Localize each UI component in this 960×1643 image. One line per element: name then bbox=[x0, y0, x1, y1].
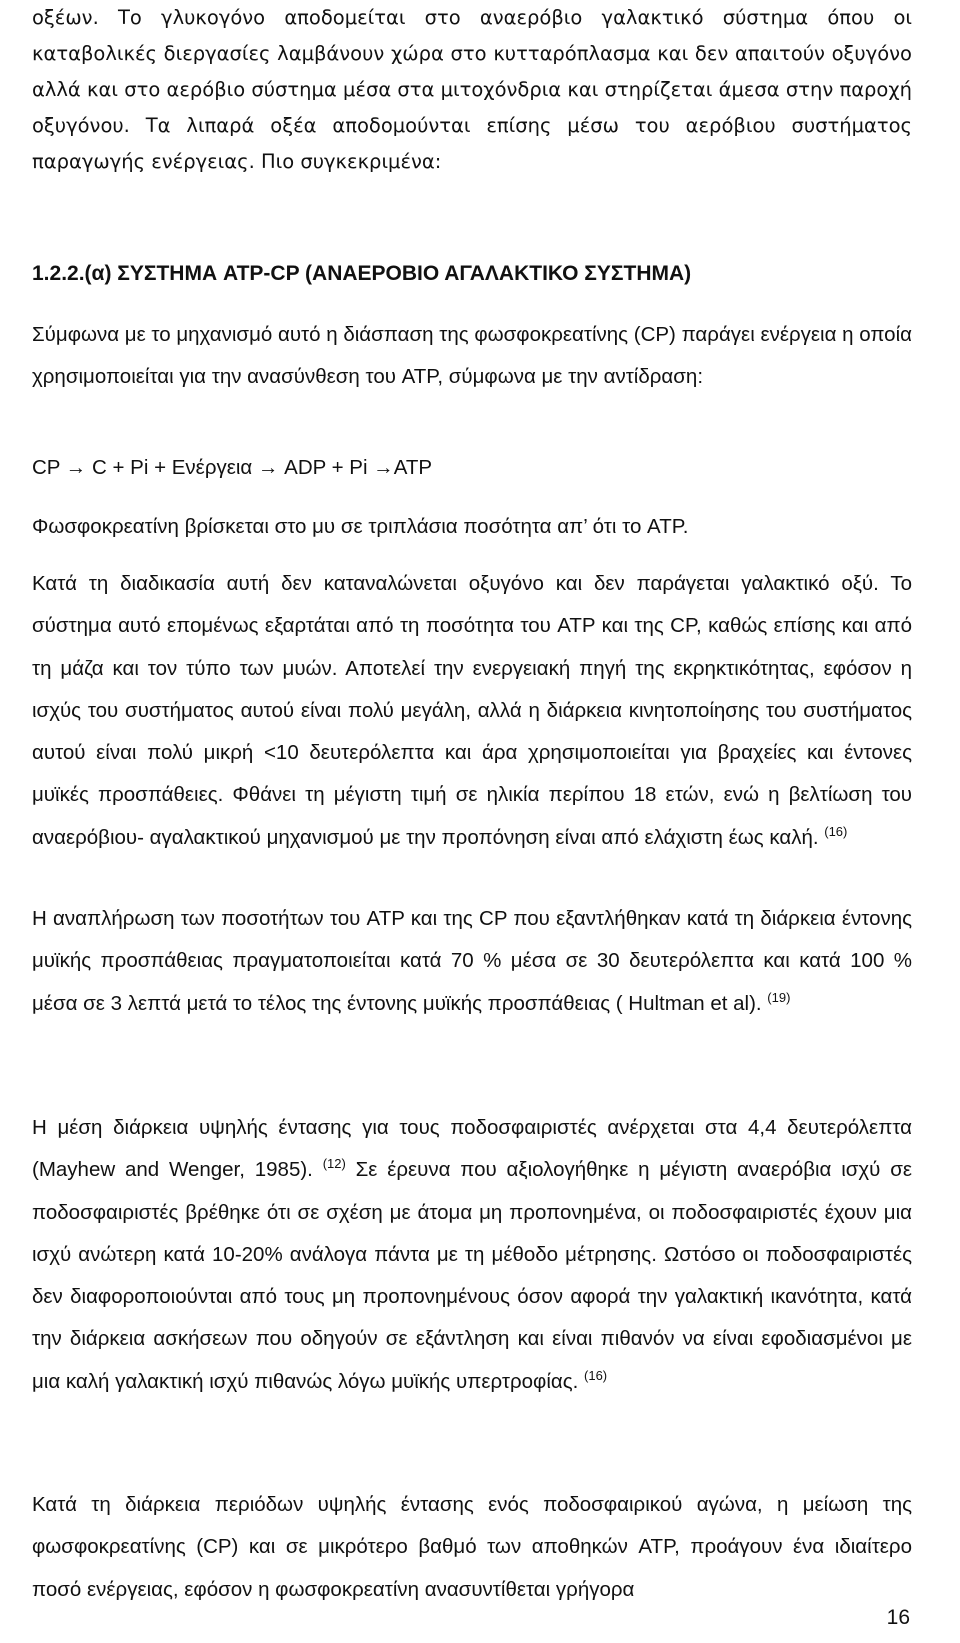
process-paragraph bbox=[32, 563, 912, 859]
reference-marker: (12) bbox=[322, 1156, 346, 1172]
duration-paragraph bbox=[32, 1107, 912, 1403]
reference-marker: (16) bbox=[824, 823, 848, 839]
duration-text-a: Η μέση διάρκεια υψηλής έντασης για τους ποδοσφαιριστές ανέρχεται στα 4,4 δευτερόλεπτα (Mayhew and Wenger, 1985). bbox=[32, 1116, 912, 1182]
replenishment-text: Η αναπλήρωση των ποσοτήτων του ATP και της CP που εξαντλήθηκαν κατά τη διάρκεια έντονης μυϊκής προσπάθειας πραγματοποιείται κατά 70 % μέσα σε 30 δευτερόλεπτα και κατά 100 % μέσα σε 3 λεπτά μετά το τέλος της έντονης μυϊκής προσπάθειας ( Hultman et al). bbox=[32, 907, 912, 1015]
duration-text-b: Σε έρευνα που αξιολογήθηκε η μέγιστη αναερόβια ισχύ σε ποδοσφαιριστές βρέθηκε ότι σε σχέση με άτομα μη προπονημένα, οι ποδοσφαιριστές έχουν μια ισχύ ανώτερη κατά 10-20% ανάλογα πάντα με τη μέθοδο μέτρησης. Ωστόσο οι ποδοσφαιριστές δεν διαφοροποιούνται από τους μη προπονημένους όσον αφορά την γαλακτική ικανότητα, κατά την διάρκεια ασκήσεων που οδηγούν σε εξάντληση και είναι πιθανόν να είναι εφοδιασμένοι με μια καλή γαλακτική ισχύ πιθανώς λόγω μυϊκής υπερτροφίας. bbox=[32, 1158, 912, 1393]
reference-marker: (16) bbox=[584, 1367, 608, 1383]
reaction-equation: CP → C + Pi + Ενέργεια → ADP + Pi →ATP bbox=[32, 456, 433, 479]
reference-marker: (19) bbox=[767, 989, 791, 1005]
match-paragraph: Κατά τη διάρκεια περιόδων υψηλής έντασης ενός ποδοσφαιρικού αγώνα, η μείωση της φωσφοκρεατίνης (CP) και σε μικρότερο βαθμό των αποθηκών ATP, προάγουν ένα ιδιαίτερο ποσό ενέργειας, εφόσον η φωσφοκρεατίνη ανασυντίθεται γρήγορα bbox=[32, 1493, 912, 1601]
section-heading: 1.2.2.(α) ΣΥΣΤΗΜΑ ATP-CP (ΑΝΑΕΡΟΒΙΟ ΑΓΑΛΑΚΤΙΚΟ ΣΥΣΤΗΜΑ) bbox=[32, 262, 692, 285]
replenishment-paragraph bbox=[32, 898, 912, 1025]
mechanism-paragraph: Σύμφωνα με το μηχανισμό αυτό η διάσπαση της φωσφοκρεατίνης (CP) παράγει ενέργεια η οποία χρησιμοποιείται για την ανασύνθεση του ATP, σύμφωνα με την αντίδραση: bbox=[32, 323, 912, 389]
page-number: 16 bbox=[886, 1606, 910, 1629]
phosphocreatine-paragraph: Φωσφοκρεατίνη βρίσκεται στο μυ σε τριπλάσια ποσότητα απ’ ότι το ATP. bbox=[32, 515, 689, 538]
intro-paragraph: οξέων. Το γλυκογόνο αποδομείται στο αναερόβιο γαλακτικό σύστημα όπου οι καταβολικές διεργασίες λαμβάνουν χώρα στο κυτταρόπλασμα και δεν απαιτούν οξυγόνο αλλά και στο αερόβιο σύστημα μέσα στα μιτοχόνδρια και στηρίζεται άμεσα στην παροχή οξυγόνου. Τα λιπαρά οξέα αποδομούνται επίσης μέσω του αερόβιου συστήματος παραγωγής ενέργειας. Πιο συγκεκριμένα: bbox=[32, 6, 912, 173]
process-text: Κατά τη διαδικασία αυτή δεν καταναλώνεται οξυγόνο και δεν παράγεται γαλακτικό οξύ. Το σύστημα αυτό επομένως εξαρτάται από τη ποσότητα του ATP και της CP, καθώς επίσης και από τη μάζα και τον τύπο των μυών. Αποτελεί την ενεργειακή πηγή της εκρηκτικότητας, εφόσον η ισχύς του συστήματος αυτού είναι πολύ μεγάλη, αλλά η διάρκεια κινητοποίησης του συστήματος αυτού είναι πολύ μικρή <10 δευτερόλεπτα και άρα χρησιμοποιείται για βραχείες και έντονες μυϊκές προσπάθειες. Φθάνει τη μέγιστη τιμή σε ηλικία περίπου 18 ετών, ενώ η βελτίωση του αναερόβιου- αγαλακτικού μηχανισμού με την προπόνηση είναι από ελάχιστη έως καλή. bbox=[32, 572, 912, 849]
